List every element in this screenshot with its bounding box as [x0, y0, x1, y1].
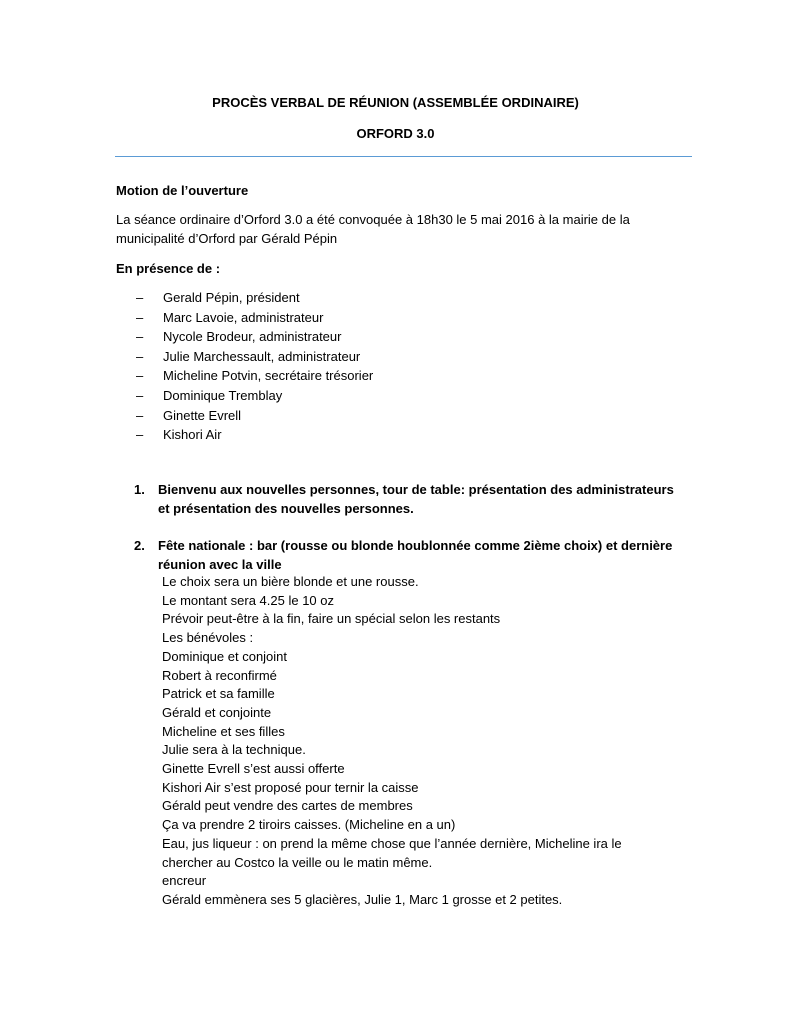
dash-bullet: –	[136, 348, 144, 364]
detail-line: Les bénévoles :	[162, 630, 254, 646]
attendee-name: Gerald Pépin, président	[163, 290, 300, 305]
motion-text: La séance ordinaire d’Orford 3.0 a été convoquée à 18h30 le 5 mai 2016 à la mairie de la municipalité d’Orford par Gérald Pépin	[116, 212, 630, 246]
detail-line: Dominique et conjoint	[162, 648, 288, 664]
detail-line: Micheline et ses filles	[162, 723, 285, 739]
dash-bullet: –	[136, 309, 144, 325]
document-title: PROCÈS VERBAL DE RÉUNION (ASSEMBLÉE ORDINAIRE)	[212, 95, 579, 110]
motion-heading: Motion de l’ouverture	[116, 183, 249, 198]
detail-line: Gérald emmènera ses 5 glacières, Julie 1, Marc 1 grosse et 2 petites.	[162, 891, 563, 907]
detail-line: Le choix sera un bière blonde et une rousse.	[162, 574, 419, 589]
detail-line: Gérald et conjointe	[162, 704, 272, 720]
detail-line: Robert à reconfirmé	[162, 667, 277, 683]
dash-bullet: –	[136, 329, 144, 345]
attendee-name: Kishori Air	[163, 427, 222, 443]
attendee-list	[136, 288, 373, 445]
list-item	[136, 288, 373, 308]
dash-bullet: –	[136, 368, 144, 384]
agenda-item-number: 1.	[134, 482, 145, 497]
dash-bullet: –	[136, 387, 144, 403]
list-item	[136, 347, 373, 367]
dash-bullet: –	[136, 407, 144, 423]
attendee-name: Micheline Potvin, secrétaire trésorier	[163, 368, 374, 384]
attendee-name: Ginette Evrell	[163, 407, 242, 423]
detail-line: Kishori Air s’est proposé pour ternir la caisse	[162, 779, 419, 795]
attendee-name: Marc Lavoie, administrateur	[163, 309, 324, 325]
title-divider	[115, 156, 692, 157]
agenda-item-1	[134, 480, 674, 518]
dash-bullet: –	[136, 290, 144, 305]
agenda-item-2	[134, 536, 674, 574]
attendee-name: Julie Marchessault, administrateur	[163, 348, 361, 364]
detail-line: Julie sera à la technique.	[162, 742, 306, 758]
list-item	[136, 386, 373, 406]
detail-line: Ginette Evrell s’est aussi offerte	[162, 761, 345, 777]
presence-heading: En présence de :	[116, 261, 221, 276]
attendee-name: Nycole Brodeur, administrateur	[163, 329, 342, 345]
agenda-item-heading: Bienvenu aux nouvelles personnes, tour de table: présentation des administrateurs et présentation des nouvelles personnes.	[158, 482, 674, 516]
agenda-item-2-details	[162, 573, 662, 910]
agenda-item-heading: Fête nationale : bar (rousse ou blonde houblonnée comme 2ième choix) et dernière réunion avec la ville	[158, 538, 673, 572]
list-item	[136, 366, 373, 386]
detail-line: Ça va prendre 2 tiroirs caisses. (Micheline en a un)	[162, 817, 456, 833]
attendee-name: Dominique Tremblay	[163, 387, 283, 403]
detail-line: Eau, jus liqueur : on prend la même chose que l’année dernière, Micheline ira le chercher au Costco la veille ou le matin même.	[162, 835, 622, 870]
list-item	[136, 308, 373, 328]
detail-line: Gérald peut vendre des cartes de membres	[162, 798, 413, 814]
document-subtitle: ORFORD 3.0	[356, 126, 435, 141]
agenda-item-number: 2.	[134, 538, 145, 553]
detail-line: Patrick et sa famille	[162, 686, 275, 702]
detail-line: Le montant sera 4.25 le 10 oz	[162, 592, 335, 608]
list-item	[136, 327, 373, 347]
list-item	[136, 406, 373, 426]
detail-line: encreur	[162, 873, 207, 889]
list-item	[136, 425, 373, 445]
detail-line: Prévoir peut-être à la fin, faire un spécial selon les restants	[162, 611, 501, 627]
dash-bullet: –	[136, 427, 144, 443]
